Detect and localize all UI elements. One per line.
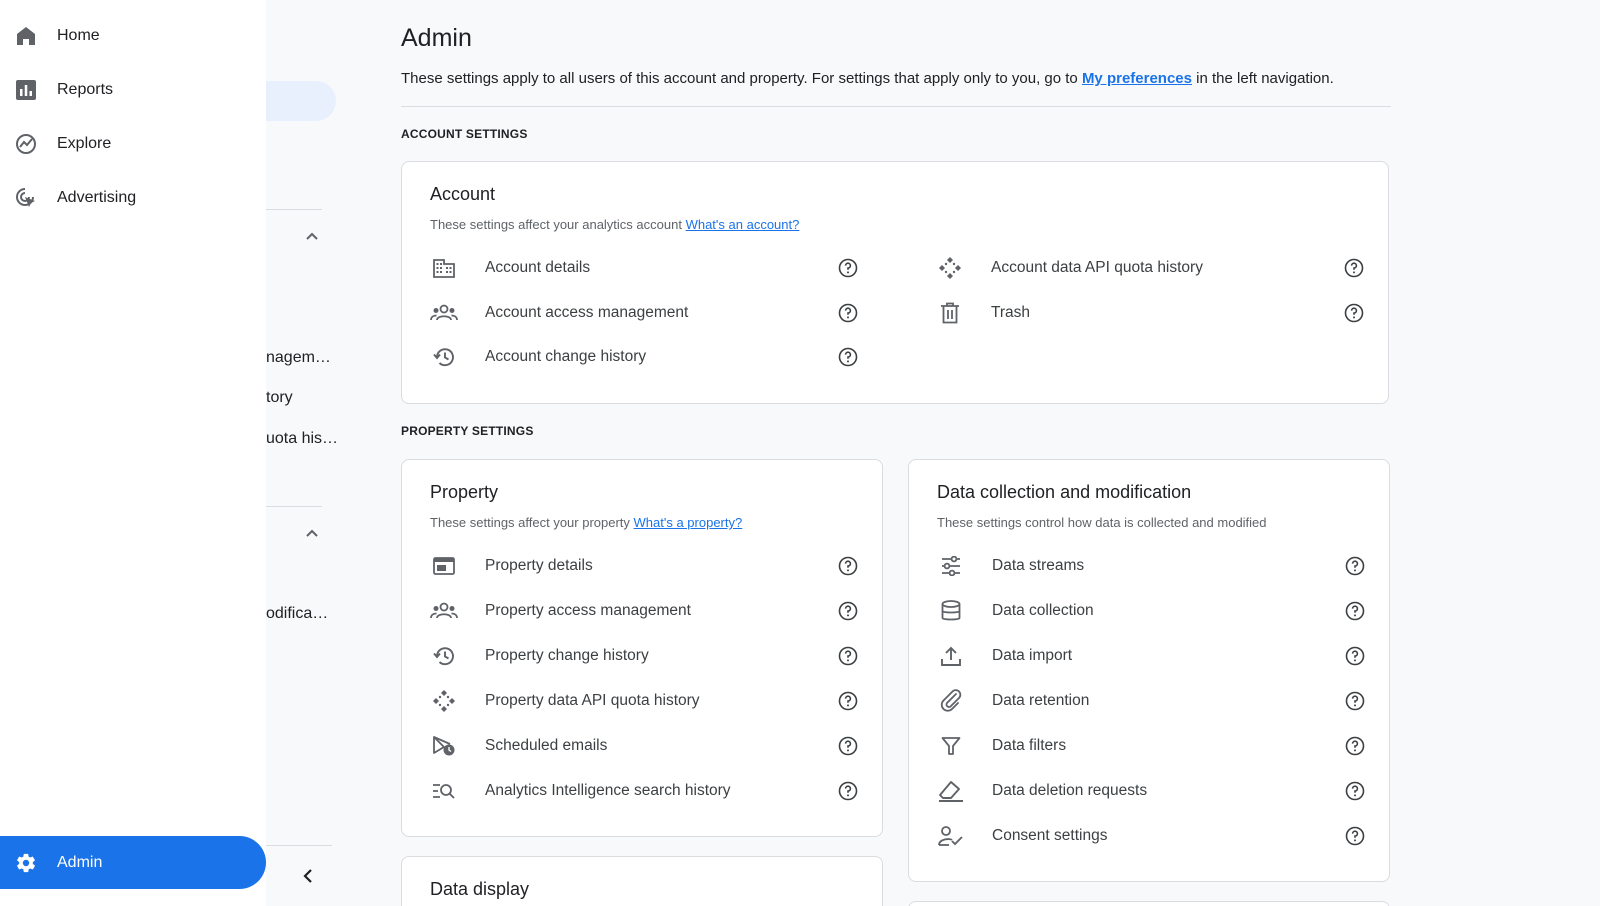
card-subtitle-text: These settings affect your analytics account [430,217,686,232]
help-icon[interactable] [837,257,859,279]
api-quota-icon [430,687,458,715]
nav-item-reports[interactable] [0,63,266,117]
help-icon[interactable] [1344,600,1366,622]
data-filters-row[interactable] [937,728,1367,764]
property-details-row[interactable] [430,548,860,584]
nav-item-label: Admin [57,853,103,871]
nav-item-explore[interactable] [0,117,266,171]
history-icon [430,642,458,670]
help-icon[interactable] [837,302,859,324]
row-label: Data retention [992,692,1090,709]
row-label: Data streams [992,557,1085,574]
nav-item-label: Reports [57,81,114,98]
card-title: Account [430,184,496,204]
eraser-icon [937,777,965,805]
data-streams-row[interactable] [937,548,1367,584]
data-collection-row[interactable] [937,593,1367,629]
people-icon [430,597,458,625]
account-settings-label: ACCOUNT SETTINGS [401,127,528,141]
nav-item-advertising[interactable] [0,171,266,225]
card-title: Data display [430,879,530,899]
account-card [401,161,1389,404]
next-settings-card [908,901,1390,906]
row-label: Analytics Intelligence search history [485,782,731,799]
help-icon[interactable] [1344,825,1366,847]
secondary-nav-divider [266,506,322,507]
row-label: Data import [992,647,1073,664]
whats-an-account-link[interactable]: What's an account? [685,217,800,232]
property-data-api-quota-history-row[interactable] [430,683,860,719]
row-label: Scheduled emails [485,737,608,754]
data-retention-row[interactable] [937,683,1367,719]
bar-chart-icon [14,78,38,102]
row-label: Account change history [485,348,647,365]
row-label: Property access management [485,602,691,619]
secondary-nav-item[interactable]: uota his… [266,430,339,447]
help-icon[interactable] [837,555,859,577]
row-label: Data collection [992,602,1094,619]
property-access-management-row[interactable] [430,593,860,629]
row-label: Data filters [992,737,1067,754]
explore-icon [14,132,38,156]
data-import-row[interactable] [937,638,1367,674]
help-icon[interactable] [1344,780,1366,802]
help-icon[interactable] [837,780,859,802]
header-divider [401,106,1391,107]
main-nav-drawer [0,0,266,906]
my-preferences-link[interactable]: My preferences [1081,70,1192,87]
account-details-row[interactable] [430,250,860,286]
secondary-nav-divider [266,845,332,846]
search-history-icon [430,777,458,805]
account-access-management-row[interactable] [430,295,860,331]
card-subtitle: These settings control how data is collected and modified [937,515,1267,530]
history-icon [430,343,458,371]
analytics-intelligence-search-history-row[interactable] [430,773,860,809]
card-title: Data collection and modification [937,482,1192,502]
whats-a-property-link[interactable]: What's a property? [633,515,743,530]
secondary-nav-item[interactable]: odifica… [266,605,329,622]
row-label: Trash [991,304,1031,321]
trash-icon [936,299,964,327]
secondary-nav-divider [266,209,322,210]
data-streams-icon [937,552,965,580]
secondary-nav-item[interactable]: nagem… [266,349,331,366]
consent-icon [937,822,965,850]
row-label: Property change history [485,647,649,664]
page-intro [401,70,1334,87]
account-change-history-row[interactable] [430,339,860,375]
card-title: Property [430,482,499,502]
secondary-nav-item[interactable]: tory [266,389,293,406]
property-change-history-row[interactable] [430,638,860,674]
property-settings-label: PROPERTY SETTINGS [401,424,534,438]
help-icon[interactable] [837,346,859,368]
scheduled-email-icon [430,732,458,760]
nav-item-label: Home [57,27,100,44]
upload-icon [937,642,965,670]
trash-row[interactable] [936,295,1366,331]
help-icon[interactable] [837,645,859,667]
chevron-up-icon[interactable] [302,523,322,543]
chevron-up-icon[interactable] [302,226,322,246]
help-icon[interactable] [1343,302,1365,324]
row-label: Consent settings [992,827,1108,844]
nav-item-home[interactable] [0,9,266,63]
data-collection-card [908,459,1390,882]
consent-settings-row[interactable] [937,818,1367,854]
card-subtitle-text: These settings affect your property [430,515,634,530]
card-subtitle [430,217,799,232]
row-label: Account data API quota history [991,259,1203,276]
property-details-icon [430,552,458,580]
gear-icon [14,851,38,875]
row-label: Account access management [485,304,689,321]
card-subtitle [430,515,742,530]
people-icon [430,299,458,327]
help-icon[interactable] [1344,690,1366,712]
advertising-icon [14,186,38,210]
building-icon [430,254,458,282]
data-deletion-requests-row[interactable] [937,773,1367,809]
help-icon[interactable] [1344,645,1366,667]
intro-text-end: in the left navigation. [1192,70,1334,87]
help-icon[interactable] [1343,257,1365,279]
help-icon[interactable] [837,600,859,622]
row-label: Property data API quota history [485,692,700,709]
help-icon[interactable] [1344,735,1366,757]
data-display-card [401,856,883,906]
nav-item-label: Explore [57,135,112,152]
home-icon [14,24,38,48]
page-title: Admin [401,24,472,52]
retention-icon [937,687,965,715]
row-label: Account details [485,259,591,276]
database-icon [937,597,965,625]
help-icon[interactable] [837,690,859,712]
chevron-left-icon[interactable] [296,864,320,888]
scheduled-emails-row[interactable] [430,728,860,764]
filter-icon [937,732,965,760]
property-card [401,459,883,837]
nav-item-admin[interactable] [0,836,266,889]
account-data-api-quota-history-row[interactable] [936,250,1366,286]
row-label: Data deletion requests [992,782,1148,799]
row-label: Property details [485,557,593,574]
help-icon[interactable] [1344,555,1366,577]
api-quota-icon [936,254,964,282]
intro-text: These settings apply to all users of this account and property. For settings that apply only to you, go to [401,70,1082,87]
nav-item-label: Advertising [57,189,137,206]
help-icon[interactable] [837,735,859,757]
